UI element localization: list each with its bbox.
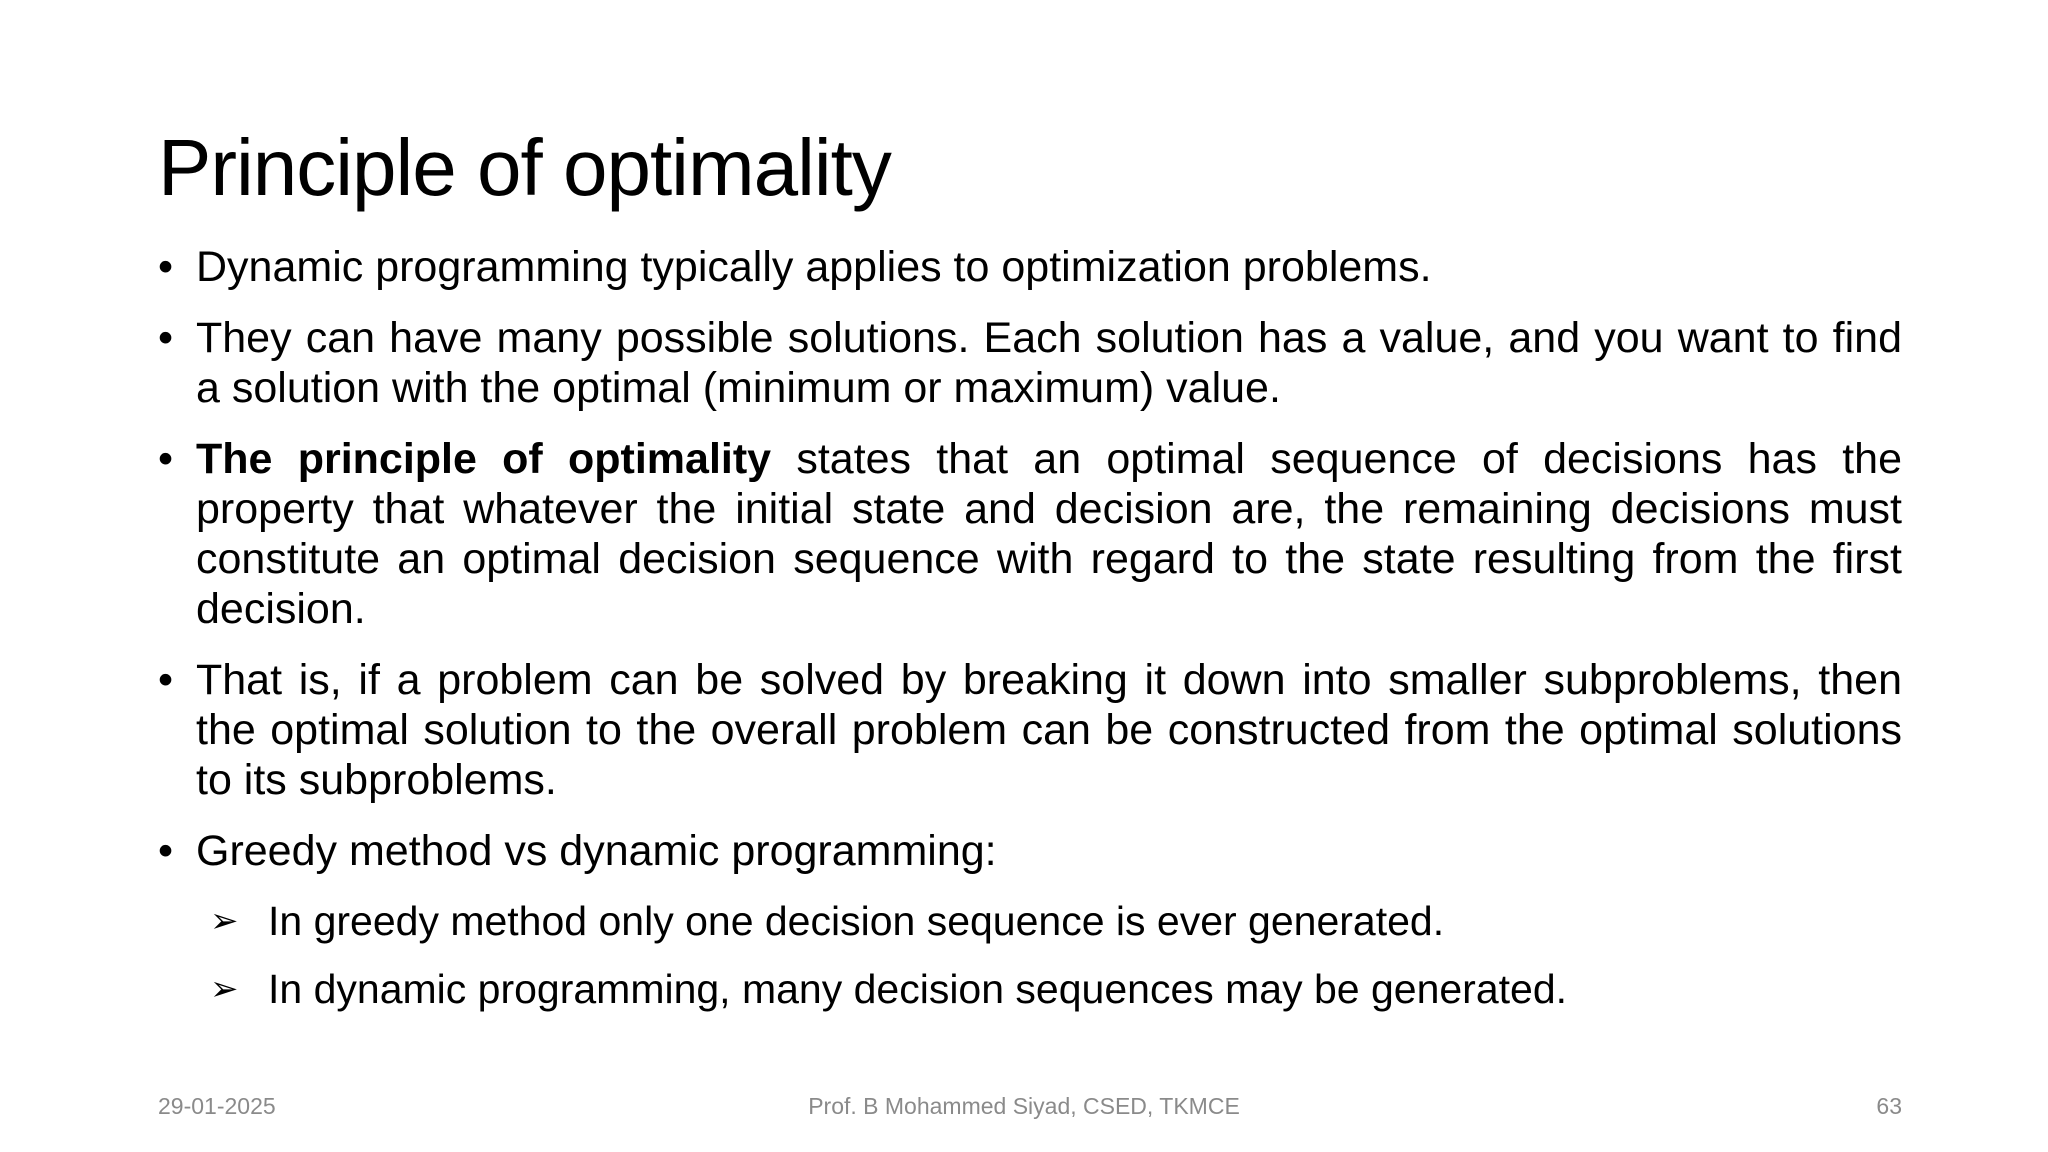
bullet-text: That is, if a problem can be solved by breaking it down into smaller subproblems, then the optimal solution to the overall problem can be constructed from the optimal solutions to its subproblems. (196, 656, 1902, 804)
bullet-dot-icon: • (158, 435, 174, 483)
sub-bullet-1 (158, 897, 1902, 945)
sub-bullet-2 (158, 965, 1902, 1013)
footer-page-number: 63 (1876, 1093, 1902, 1119)
sub-bullet-text: In dynamic programming, many decision sequences may be generated. (268, 966, 1568, 1012)
bullet-text: Dynamic programming typically applies to optimization problems. (196, 243, 1432, 291)
footer-date: 29-01-2025 (158, 1093, 276, 1119)
sub-bullet-text: In greedy method only one decision sequence is ever generated. (268, 898, 1445, 944)
bullet-text: states that an optimal sequence of decisions has the property that whatever the initial state and decision are, the remaining decisions must constitute an optimal decision sequence with regard to the state resulting from the first decision. (196, 435, 1902, 633)
slide-title: Principle of optimality (158, 123, 891, 212)
bullet-dot-icon: • (158, 827, 174, 875)
bullet-5 (158, 826, 1902, 876)
bullet-dot-icon: • (158, 314, 174, 362)
bullet-4 (158, 655, 1902, 805)
footer-author: Prof. B Mohammed Siyad, CSED, TKMCE (808, 1093, 1240, 1119)
bullet-1 (158, 242, 1902, 292)
arrow-bullet-icon: ➢ (210, 970, 239, 1008)
bullet-text: Greedy method vs dynamic programming: (196, 827, 997, 875)
bullet-3 (158, 434, 1902, 634)
bullet-dot-icon: • (158, 243, 174, 291)
bullet-text: They can have many possible solutions. Each solution has a value, and you want to find a solution with the optimal (minimum or maximum) value. (196, 314, 1902, 412)
bullet-2 (158, 313, 1902, 413)
slide-content (158, 242, 1902, 1033)
bullet-bold-term: The principle of optimality (196, 435, 772, 483)
bullet-dot-icon: • (158, 656, 174, 704)
arrow-bullet-icon: ➢ (210, 902, 239, 940)
